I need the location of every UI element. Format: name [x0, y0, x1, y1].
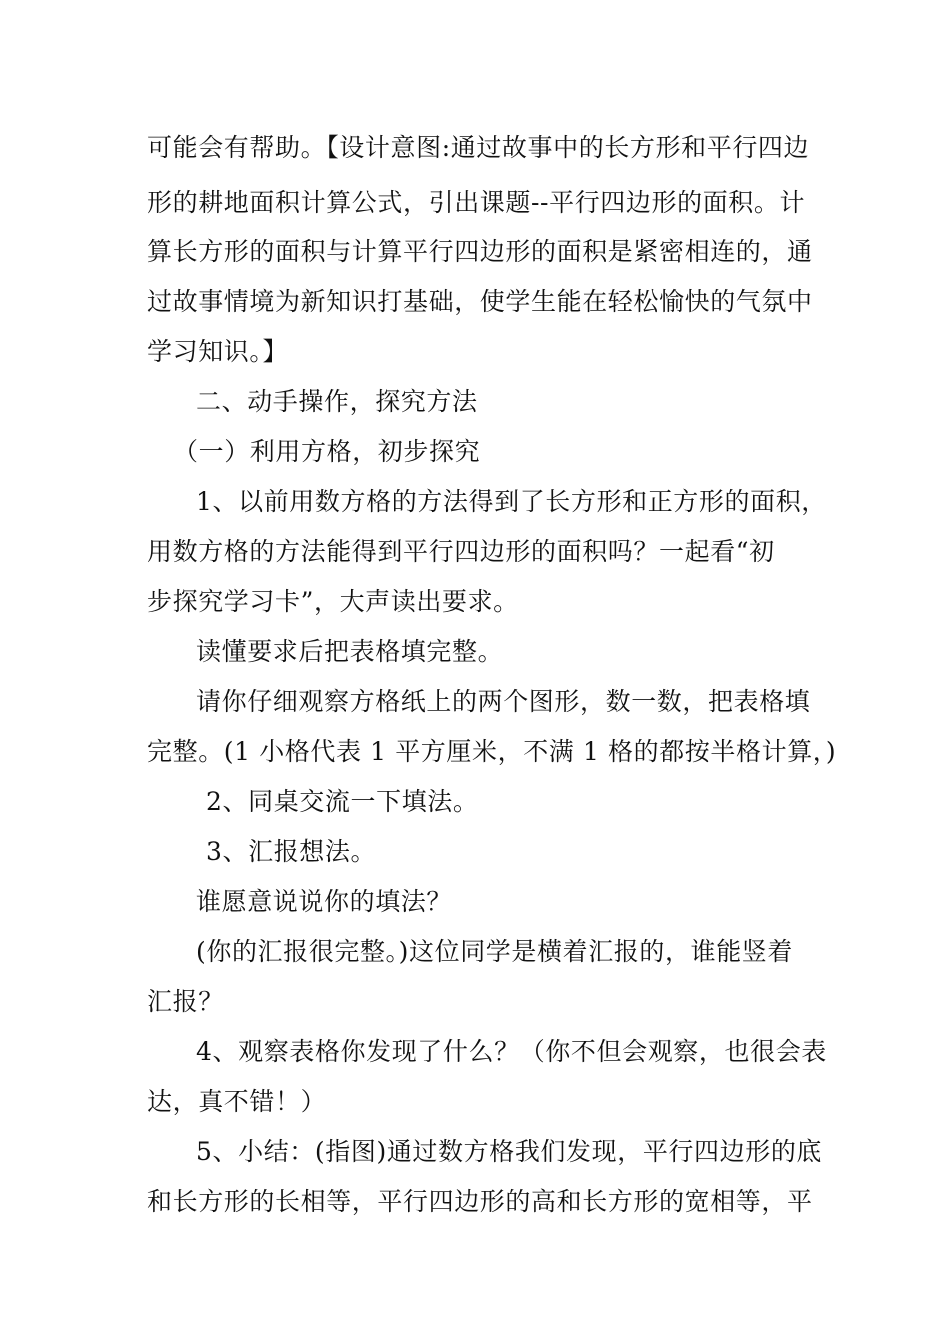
text-line: 过故事情境为新知识打基础，使学生能在轻松愉快的气氛中 [147, 287, 813, 316]
text-line: 用数方格的方法能得到平行四边形的面积吗？一起看“初 [147, 537, 775, 566]
text-line: 算长方形的面积与计算平行四边形的面积是紧密相连的，通 [147, 237, 813, 266]
text-line: 可能会有帮助。【设计意图:通过故事中的长方形和平行四边 [147, 133, 810, 162]
text-line: 4、观察表格你发现了什么？（你不但会观察，也很会表 [196, 1037, 827, 1066]
text-line: (你的汇报很完整。)这位同学是横着汇报的，谁能竖着 [196, 937, 794, 966]
text-line: 形的耕地面积计算公式，引出课题--平行四边形的面积。计 [147, 188, 806, 217]
section-heading: 二、动手操作，探究方法 [196, 387, 478, 416]
text-line: 完整。(1 小格代表 1 平方厘米，不满 1 格的都按半格计算，) [147, 737, 837, 766]
text-line: 汇报？ [147, 987, 224, 1016]
text-line: 2、同桌交流一下填法。 [206, 787, 479, 816]
text-line: 学习知识。】 [147, 337, 289, 366]
text-line: 3、汇报想法。 [206, 837, 377, 866]
text-line: 请你仔细观察方格纸上的两个图形，数一数，把表格填 [196, 687, 811, 716]
text-line: 读懂要求后把表格填完整。 [196, 637, 504, 666]
text-line: 5、小结：(指图)通过数方格我们发现，平行四边形的底 [196, 1137, 823, 1166]
subsection-heading: （一）利用方格，初步探究 [173, 437, 481, 466]
text-line: 步探究学习卡”，大声读出要求。 [147, 587, 519, 616]
text-line: 达，真不错！） [147, 1087, 327, 1116]
text-line: 谁愿意说说你的填法？ [196, 887, 453, 916]
text-line: 和长方形的长相等，平行四边形的高和长方形的宽相等，平 [147, 1187, 813, 1216]
text-line: 1、以前用数方格的方法得到了长方形和正方形的面积， [196, 487, 827, 516]
